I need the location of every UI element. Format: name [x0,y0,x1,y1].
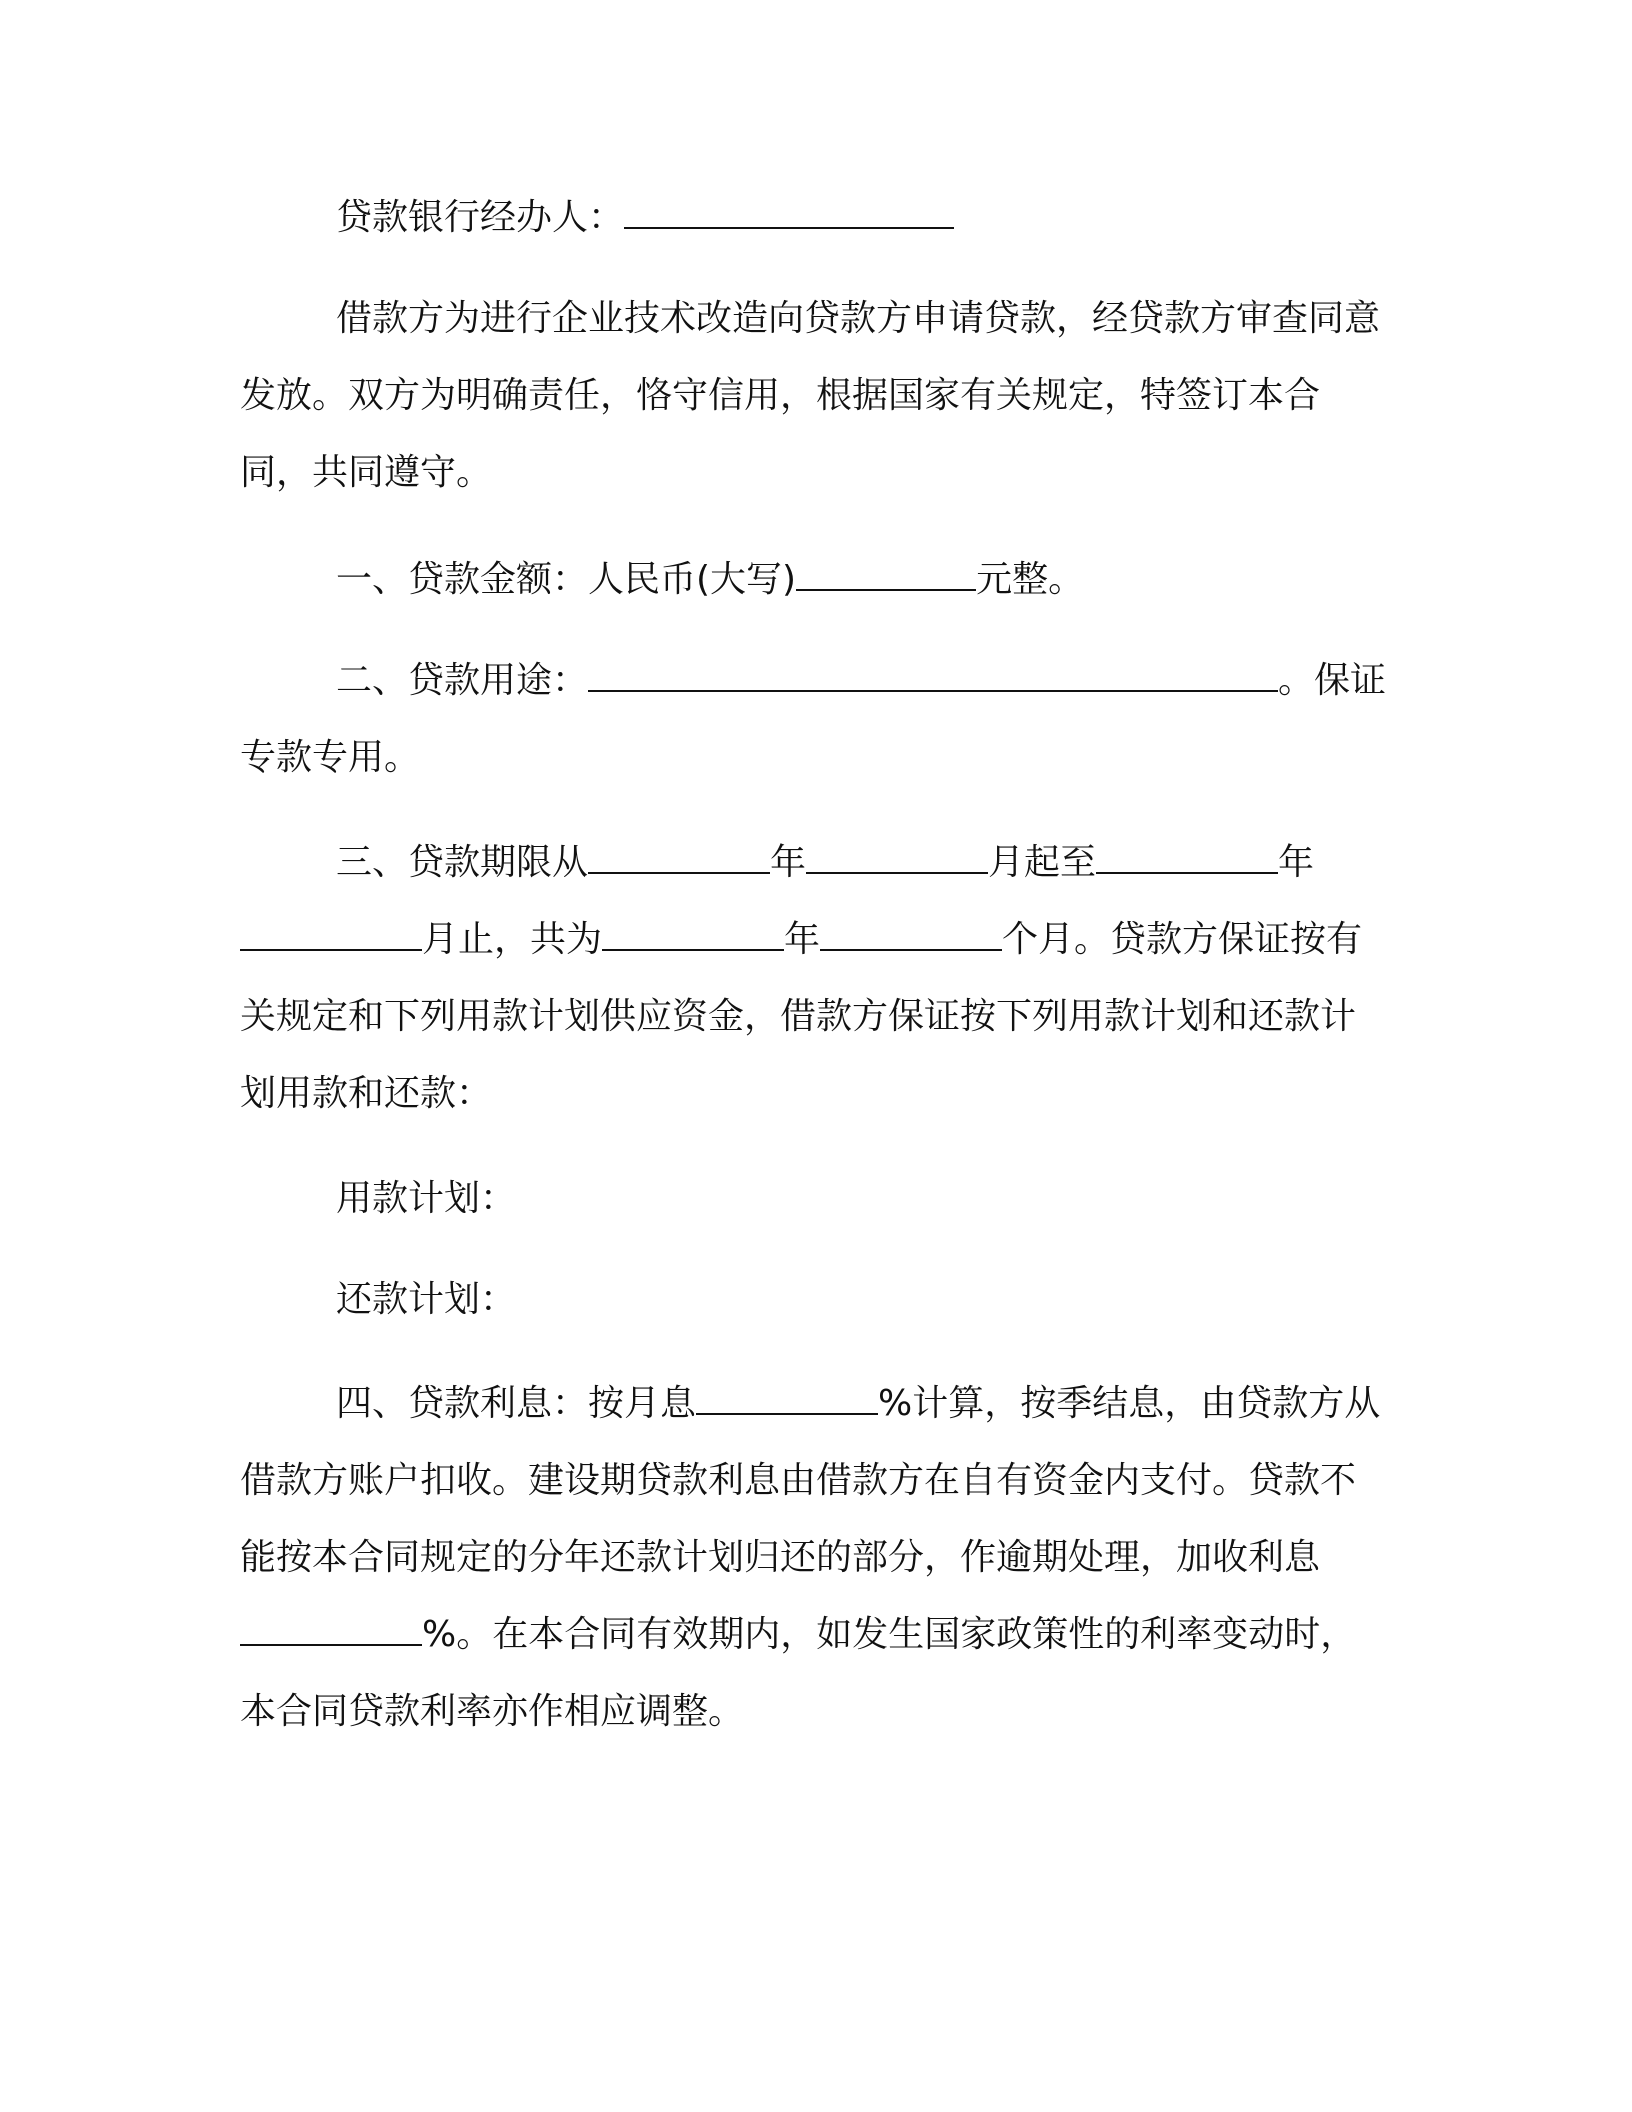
purpose-blank [588,660,1278,692]
bank-officer-blank [624,197,954,229]
start-month-blank [806,842,988,874]
repay-plan-line [240,1261,1390,1338]
total-years-blank [602,919,784,951]
clause-term [240,824,1390,1132]
term-text-6: 年 [784,919,821,960]
interest-text-2: %计算，按季结息，由贷款方从借款方账户扣收。建设期贷款利息由借款方在自有资金内支付。贷款不能按本合同规定的分年还款计划归还的部分，作逾期处理，加收利息 [240,1383,1381,1578]
interest-text-3: %。在本合同有效期内，如发生国家政策性的利率变动时，本合同贷款利率亦作相应调整。 [240,1614,1357,1732]
repay-plan-label: 还款计划： [336,1279,517,1320]
clause-interest [240,1365,1390,1750]
clause-amount-prefix: 一、贷款金额：人民币(大写) [336,559,797,600]
intro-paragraph [240,280,1390,511]
start-year-blank [588,842,770,874]
clause-amount [240,541,1390,618]
interest-text-1: 四、贷款利息：按月息 [336,1383,697,1424]
amount-blank [796,559,976,591]
use-plan-label: 用款计划： [336,1178,517,1219]
penalty-rate-blank [240,1614,422,1646]
term-text-5: 月止，共为 [422,919,603,960]
term-text-3: 月起至 [988,842,1097,883]
term-text-7: 个月。贷款方保证按有关规定和下列用款计划供应资金，借款方保证按下列用款计划和还款计划用款和还款： [240,919,1363,1114]
end-year-blank [1096,842,1278,874]
term-text-2: 年 [770,842,807,883]
intro-text: 借款方为进行企业技术改造向贷款方申请贷款，经贷款方审查同意发放。双方为明确责任，恪守信用，根据国家有关规定，特签订本合同，共同遵守。 [240,298,1381,493]
monthly-rate-blank [696,1383,878,1415]
clause-purpose-prefix: 二、贷款用途： [336,660,589,701]
clause-purpose-suffix: 。保证专款专用。 [240,660,1387,778]
clause-purpose [240,642,1390,796]
use-plan-line [240,1160,1390,1237]
total-months-blank [820,919,1002,951]
bank-officer-label: 贷款银行经办人： [336,197,625,238]
bank-officer-line [240,179,1390,256]
term-text-4: 年 [1278,842,1315,883]
end-month-blank [240,919,422,951]
clause-amount-suffix: 元整。 [976,559,1085,600]
term-text-1: 三、贷款期限从 [336,842,589,883]
